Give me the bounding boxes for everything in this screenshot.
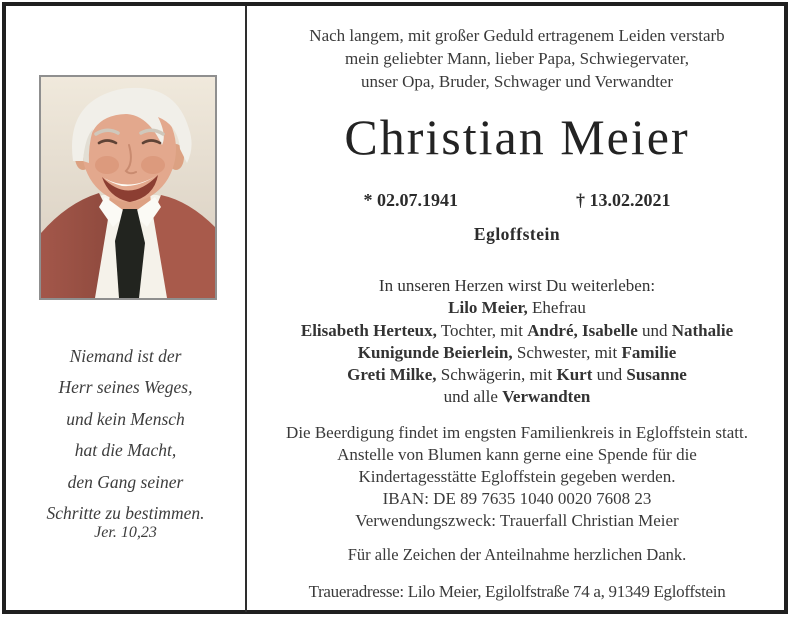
- portrait-illustration: [41, 77, 215, 298]
- birth-date: * 02.07.1941: [363, 190, 458, 210]
- quote-line: den Gang seiner: [67, 471, 184, 492]
- iban-line: IBAN: DE 89 7635 1040 0020 7608 23: [382, 489, 652, 508]
- quote-line: hat die Macht,: [74, 440, 177, 461]
- quote-line: und kein Mensch: [66, 408, 185, 429]
- intro-text: [246, 24, 788, 93]
- intro-line: Nach langem, mit großer Geduld ertragenem Leiden verstarb: [309, 26, 725, 45]
- funeral-line: Kindertagesstätte Egloffstein gegeben werden.: [358, 467, 676, 486]
- family-line: Kunigunde Beierlein, Schwester, mit Familie: [357, 342, 677, 362]
- family-list: [246, 275, 788, 409]
- thanks-line: Für alle Zeichen der Anteilnahme herzlichen Dank.: [347, 545, 687, 564]
- family-line: Greti Milke, Schwägerin, mit Kurt und Susanne: [347, 365, 687, 385]
- family-line: Lilo Meier, Ehefrau: [448, 298, 586, 318]
- place-name: Egloffstein: [473, 224, 561, 244]
- quote-line: Schritte zu bestimmen.: [46, 503, 205, 524]
- intro-line: unser Opa, Bruder, Schwager und Verwandter: [361, 72, 673, 91]
- deceased-name: Christian Meier: [344, 109, 690, 165]
- funeral-line: Die Beerdigung findet im engsten Familienkreis in Egloffstein statt.: [286, 423, 748, 442]
- quote-line: Niemand ist der: [69, 346, 182, 366]
- life-dates: [246, 190, 788, 211]
- death-date: † 13.02.2021: [576, 190, 671, 210]
- memorial-quote: [6, 341, 245, 529]
- payment-reference-line: Verwendungszweck: Trauerfall Christian Meier: [355, 511, 679, 530]
- mourning-address: Traueradresse: Lilo Meier, Egilolfstraße 74 a, 91349 Egloffstein: [308, 582, 726, 601]
- quote-source: Jer. 10,23: [94, 524, 157, 541]
- quote-line: Herr seines Weges,: [58, 377, 193, 398]
- intro-line: mein geliebter Mann, lieber Papa, Schwiegervater,: [345, 49, 689, 68]
- portrait-photo: [39, 75, 217, 300]
- funeral-line: Anstelle von Blumen kann gerne eine Spende für die: [337, 445, 697, 464]
- family-line: und alle Verwandten: [443, 387, 591, 407]
- family-line: Elisabeth Herteux, Tochter, mit André, Isabelle und Nathalie: [300, 320, 734, 340]
- funeral-info: [246, 422, 788, 532]
- family-intro: In unseren Herzen wirst Du weiterleben:: [378, 276, 656, 295]
